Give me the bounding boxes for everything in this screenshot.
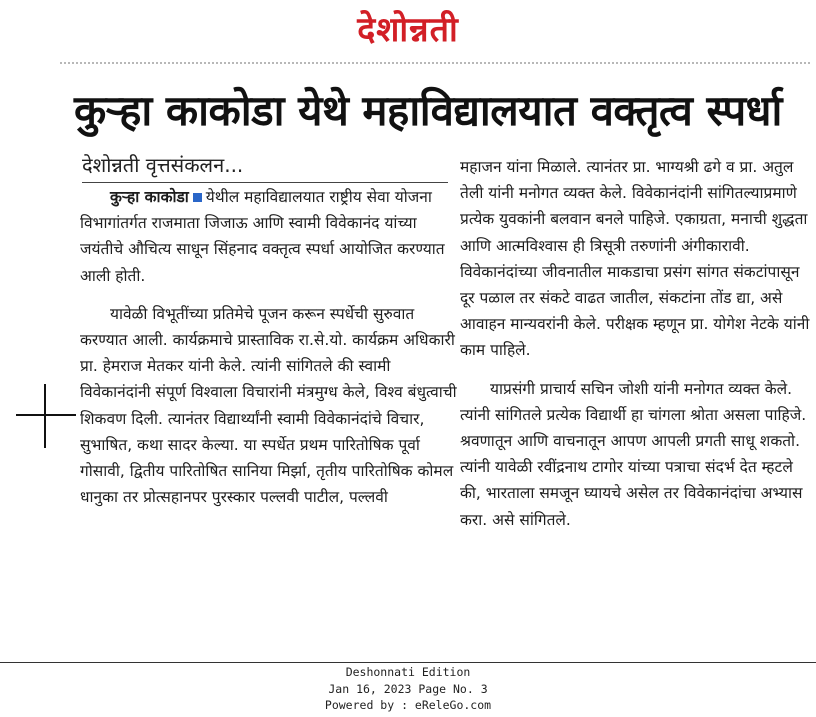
article-paragraph-text: येथील महाविद्यालयात राष्ट्रीय सेवा योजना विभागांतर्गत राजमाता जिजाऊ आणि स्वामी विवेकानंद यांच्या जयंतीचे औचित्य साधून सिंहनाद वक्तृत्व स्पर्धा आयोजित करण्यात आली होती. bbox=[80, 188, 445, 285]
masthead-divider bbox=[60, 62, 810, 64]
page-footer bbox=[0, 664, 816, 714]
footer-divider bbox=[0, 662, 816, 663]
article-paragraph bbox=[80, 184, 460, 289]
article-dateline: कुऱ्हा काकोडा bbox=[110, 188, 189, 206]
bureau-divider bbox=[82, 182, 448, 183]
article-column-right bbox=[460, 154, 816, 533]
footer-powered-by: Powered by : eReleGo.com bbox=[324, 698, 492, 712]
article-headline: कुऱ्हा काकोडा येथे महाविद्यालयात वक्तृत्व स्पर्धा bbox=[74, 86, 782, 135]
article-bureau: देशोन्नती वृत्तसंकलन... bbox=[82, 153, 244, 177]
article-paragraph: महाजन यांना मिळाले. त्यानंतर प्रा. भाग्यश्री ढगे व प्रा. अतुल तेली यांनी मनोगत व्यक्त केले. विवेकानंदांनी सांगितल्याप्रमाणे प्रत्येक युवकांनी बलवान बनले पाहिजे. एकाग्रता, मनाची शुद्धता आणि आत्मविश्वास ही त्रिसूत्री तरुणांनी अंगीकारावी. विवेकानंदांच्या जीवनातील माकडाचा प्रसंग सांगत संकटांपासून दूर पळाल तर संकटे वाढत जातील, संकटांना तोंड द्या, असे आवाहन मान्यवरांनी केले. परीक्षक म्हणून प्रा. योगेश नेटके यांनी काम पाहिले. bbox=[460, 158, 810, 360]
footer-date-page: Jan 16, 2023 Page No. 3 bbox=[328, 681, 488, 696]
footer-edition: Deshonnati Edition bbox=[345, 665, 471, 679]
dateline-bullet-icon bbox=[193, 193, 202, 202]
article-paragraph: यावेळी विभूतींच्या प्रतिमेचे पूजन करून स्पर्धेची सुरुवात करण्यात आली. कार्यक्रमाचे प्रास्ताविक रा.से.यो. कार्यक्रम अधिकारी प्रा. हेमराज मेतकर यांनी केले. त्यांनी सांगितले की स्वामी विवेकानंदांनी संपूर्ण विश्वाला विचारांनी मंत्रमुग्ध केले, विश्व बंधुत्वाची शिकवण दिली. त्यानंतर विद्यार्थ्यांनी स्वामी विवेकानंदांचे विचार, सुभाषित, कथा सादर केल्या. या स्पर्धेत प्रथम पारितोषिक पूर्वा गोसावी, द्वितीय पारितोषित सानिया मिर्झा, तृतीय पारितोषिक कोमल धानुका तर प्रोत्सहानपर पुरस्कार पल्लवी पाटील, पल्लवी bbox=[80, 304, 457, 507]
masthead-logo: देशोन्नती bbox=[357, 10, 459, 50]
article-paragraph: याप्रसंगी प्राचार्य सचिन जोशी यांनी मनोगत व्यक्त केले. त्यांनी सांगितले प्रत्येक विद्यार्थी हा चांगला श्रोता असला पाहिजे. श्रवणातून आणि वाचनातून आपण आपली प्रगती साधू शकतो. त्यांनी यावेळी रवींद्रनाथ टागोर यांच्या पत्राचा संदर्भ देत म्हटले की, भारताला समजून घ्यायचे असेल तर विवेकानंदांचा अभ्यास करा. असे सांगितले. bbox=[460, 379, 807, 529]
crosshair-icon bbox=[44, 384, 46, 448]
article-column-left bbox=[80, 184, 460, 510]
crosshair-icon bbox=[16, 414, 76, 416]
